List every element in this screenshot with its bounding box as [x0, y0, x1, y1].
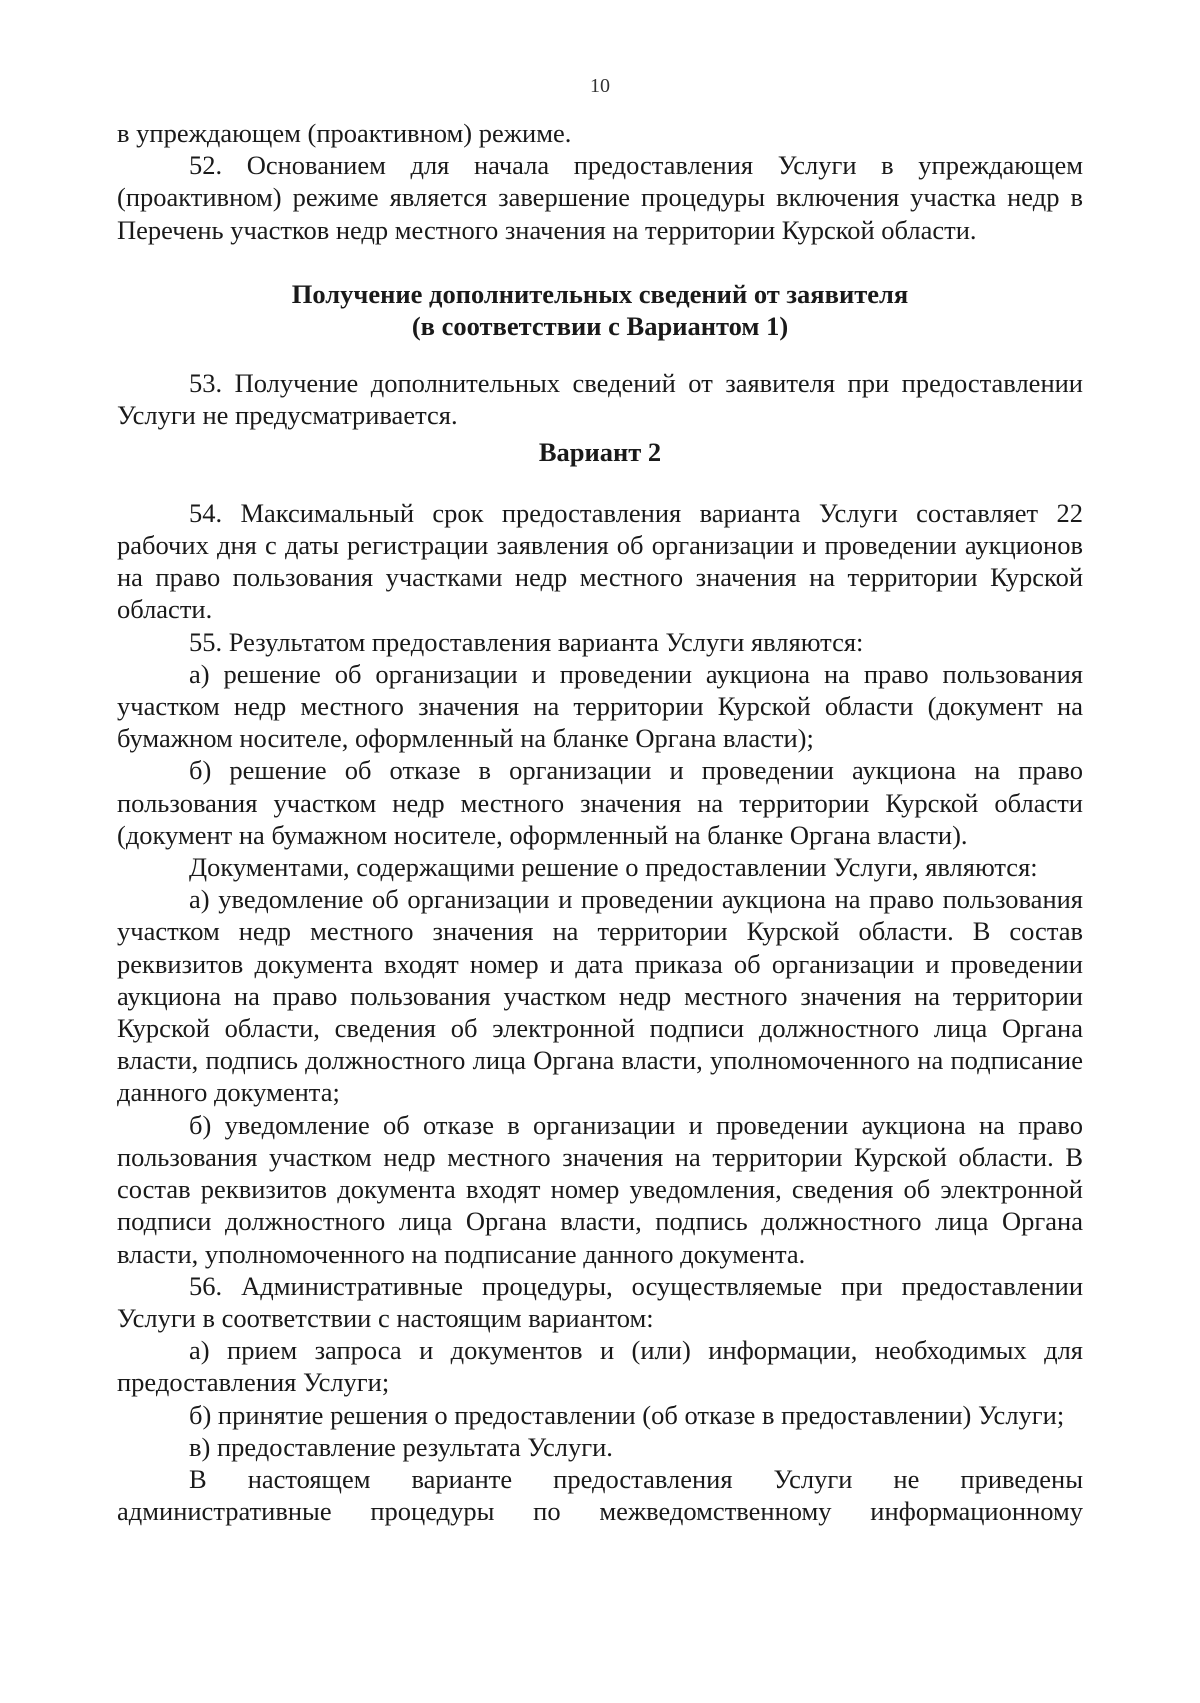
paragraph-56: 56. Административные процедуры, осуществляемые при предоставлении Услуги в соответствии с настоящим вариантом:: [117, 1270, 1083, 1333]
paragraph-final: В настоящем варианте предоставления Услуги не приведены административные процедуры по межведомственному информационному: [117, 1463, 1083, 1527]
section-heading-additional-info: [117, 278, 1083, 342]
paragraph-documents: Документами, содержащими решение о предоставлении Услуги, являются:: [189, 852, 1038, 883]
section-heading-line-2: (в соответствии с Вариантом 1): [411, 311, 789, 342]
page-number: 10: [590, 75, 610, 97]
section-heading-variant-2: Вариант 2: [538, 436, 662, 467]
paragraph-55: 55. Результатом предоставления варианта Услуги являются:: [189, 626, 864, 657]
paragraph-52: 52. Основанием для начала предоставления Услуги в упреждающем (проактивном) режиме является завершение процедуры включения участка недр в Перечень участков недр местного значения на территории Курской области.: [117, 150, 1083, 245]
list-item-56a: а) прием запроса и документов и (или) информации, необходимых для предоставления Услуги;: [117, 1335, 1083, 1398]
paragraph-54: 54. Максимальный срок предоставления варианта Услуги составляет 22 рабочих дня с даты регистрации заявления об организации и проведении аукционов на право пользования участками недр местного значения на территории Курской области.: [117, 497, 1083, 625]
list-item-56b: б) принятие решения о предоставлении (об отказе в предоставлении) Услуги;: [189, 1399, 1065, 1430]
list-item-55a: а) решение об организации и проведении аукциона на право пользования участком недр местного значения на территории Курской области (документ на бумажном носителе, оформленный на бланке Органа власти);: [117, 658, 1083, 754]
section-heading-line-1: Получение дополнительных сведений от заявителя: [291, 278, 909, 309]
list-item-56c: в) предоставление результата Услуги.: [189, 1431, 613, 1462]
list-item-55b: б) решение об отказе в организации и проведении аукциона на право пользования участком недр местного значения на территории Курской области (документ на бумажном носителе, оформленный на бланке Органа власти).: [117, 755, 1083, 850]
paragraph-continuation: в упреждающем (проактивном) режиме.: [117, 118, 572, 148]
document-body: [117, 117, 1083, 1527]
list-item-documents-b: б) уведомление об отказе в организации и проведении аукциона на право пользования участком недр местного значения на территории Курской области. В состав реквизитов документа входят номер уведомления, сведения об электронной подписи должностного лица Органа власти, подпись должностного лица Органа власти, уполномоченного на подписание данного документа.: [117, 1109, 1083, 1269]
list-item-documents-a: а) уведомление об организации и проведении аукциона на право пользования участком недр местного значения на территории Курской области. В состав реквизитов документа входят номер и дата приказа об организации и проведении аукциона на право пользования участком недр местного значения на территории Курской области, сведения об электронной подписи должностного лица Органа власти, подпись должностного лица Органа власти, уполномоченного на подписание данного документа;: [117, 884, 1083, 1108]
paragraph-53: 53. Получение дополнительных сведений от заявителя при предоставлении Услуги не предусматривается.: [117, 368, 1083, 431]
